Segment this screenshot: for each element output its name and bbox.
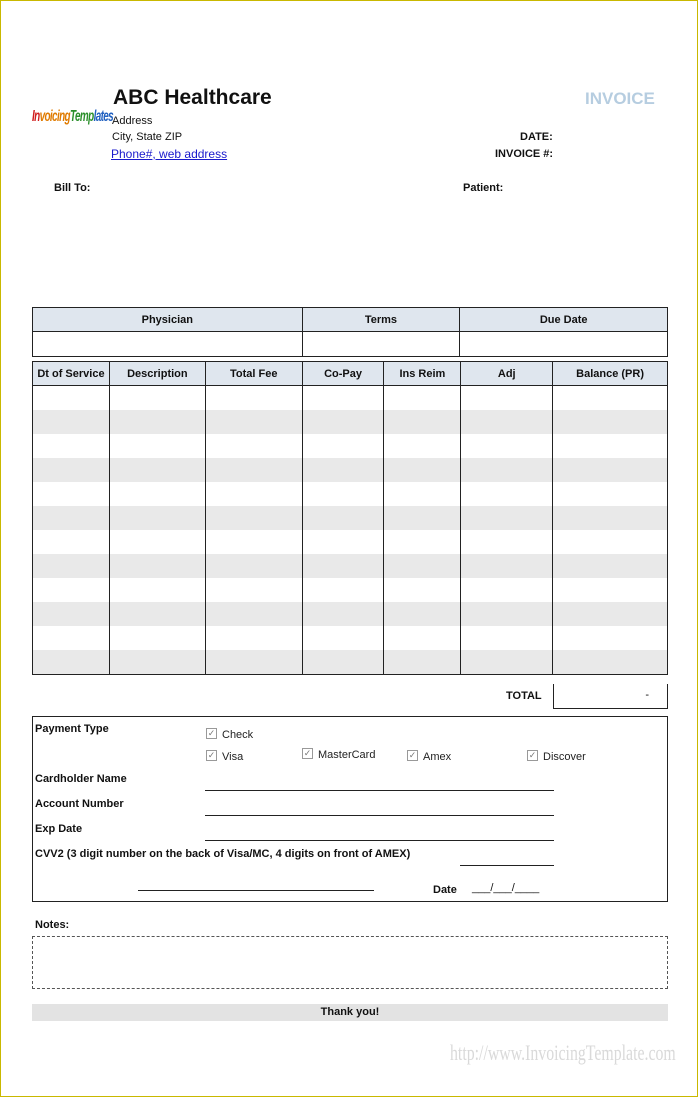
cell-adj[interactable] bbox=[461, 482, 553, 506]
table-row bbox=[33, 578, 668, 602]
cell-balance-pr[interactable] bbox=[553, 602, 668, 626]
amex-option[interactable]: ✓ Amex bbox=[408, 750, 452, 763]
cell-adj[interactable] bbox=[461, 554, 553, 578]
checkbox-check-icon[interactable]: ✓ bbox=[207, 728, 216, 739]
table-row bbox=[33, 434, 668, 458]
account-number-line[interactable] bbox=[205, 815, 554, 816]
cell-total-fee[interactable] bbox=[205, 482, 302, 506]
cell-balance-pr[interactable] bbox=[553, 410, 668, 434]
cell-dt-of-service[interactable] bbox=[33, 578, 110, 602]
cell-dt-of-service[interactable] bbox=[33, 554, 110, 578]
cell-dt-of-service[interactable] bbox=[33, 650, 110, 675]
cell-ins-reim[interactable] bbox=[384, 410, 461, 434]
table-row bbox=[33, 386, 668, 411]
cell-total-fee[interactable] bbox=[205, 626, 302, 650]
table-row bbox=[33, 530, 668, 554]
summary-table bbox=[32, 307, 668, 357]
cell-adj[interactable] bbox=[461, 602, 553, 626]
table-row bbox=[33, 554, 668, 578]
cell-total-fee[interactable] bbox=[205, 506, 302, 530]
thank-you-banner: Thank you! bbox=[32, 1004, 668, 1021]
total-box[interactable] bbox=[553, 684, 668, 709]
cell-description[interactable] bbox=[109, 554, 205, 578]
cell-dt-of-service[interactable] bbox=[33, 506, 110, 530]
due-date-cell[interactable] bbox=[460, 332, 668, 357]
table-row bbox=[33, 650, 668, 675]
cell-adj[interactable] bbox=[461, 578, 553, 602]
cell-description[interactable] bbox=[109, 386, 205, 411]
cell-ins-reim[interactable] bbox=[384, 530, 461, 554]
cell-description[interactable] bbox=[109, 458, 205, 482]
cell-total-fee[interactable] bbox=[205, 434, 302, 458]
cell-ins-reim[interactable] bbox=[384, 650, 461, 675]
cell-co-pay[interactable] bbox=[302, 554, 384, 578]
check-option[interactable]: ✓ Check bbox=[207, 728, 254, 741]
invoicing-templates-logo: InvoicingTemplates bbox=[32, 108, 114, 125]
cell-description[interactable] bbox=[109, 482, 205, 506]
company-city-state-zip: City, State ZIP bbox=[112, 131, 183, 143]
cell-co-pay[interactable] bbox=[302, 626, 384, 650]
cell-ins-reim[interactable] bbox=[384, 602, 461, 626]
col-balance-pr: Balance (PR) bbox=[553, 362, 668, 386]
cell-co-pay[interactable] bbox=[302, 578, 384, 602]
cell-total-fee[interactable] bbox=[205, 458, 302, 482]
date-label: DATE: bbox=[520, 131, 553, 143]
cell-ins-reim[interactable] bbox=[384, 506, 461, 530]
visa-option[interactable]: ✓ Visa bbox=[207, 750, 244, 763]
cell-balance-pr[interactable] bbox=[553, 458, 668, 482]
cell-dt-of-service[interactable] bbox=[33, 434, 110, 458]
cell-adj[interactable] bbox=[461, 506, 553, 530]
cell-description[interactable] bbox=[109, 626, 205, 650]
signature-line[interactable] bbox=[138, 890, 374, 891]
cell-adj[interactable] bbox=[461, 530, 553, 554]
cvv2-line[interactable] bbox=[460, 865, 554, 866]
table-row bbox=[33, 626, 668, 650]
watermark: http://www.InvoicingTemplate.com bbox=[450, 1040, 676, 1065]
cell-dt-of-service[interactable] bbox=[33, 386, 110, 411]
cell-balance-pr[interactable] bbox=[553, 506, 668, 530]
cell-dt-of-service[interactable] bbox=[33, 602, 110, 626]
cell-co-pay[interactable] bbox=[302, 386, 384, 411]
cell-dt-of-service[interactable] bbox=[33, 482, 110, 506]
cell-description[interactable] bbox=[109, 506, 205, 530]
total-label: TOTAL bbox=[506, 690, 542, 702]
payment-section bbox=[32, 716, 668, 902]
discover-option[interactable]: ✓ Discover bbox=[528, 750, 586, 763]
cell-total-fee[interactable] bbox=[205, 602, 302, 626]
cell-co-pay[interactable] bbox=[302, 410, 384, 434]
date-field-label: Date bbox=[433, 884, 457, 896]
cell-adj[interactable] bbox=[461, 386, 553, 411]
cell-description[interactable] bbox=[109, 578, 205, 602]
exp-date-line[interactable] bbox=[205, 840, 554, 841]
cell-balance-pr[interactable] bbox=[553, 482, 668, 506]
cell-total-fee[interactable] bbox=[205, 386, 302, 411]
company-name: ABC Healthcare bbox=[113, 86, 272, 109]
checkbox-check-icon[interactable]: ✓ bbox=[408, 750, 417, 761]
cell-ins-reim[interactable] bbox=[384, 626, 461, 650]
cell-adj[interactable] bbox=[461, 434, 553, 458]
physician-header: Physician bbox=[33, 308, 303, 332]
cell-co-pay[interactable] bbox=[302, 650, 384, 675]
col-adj: Adj bbox=[461, 362, 553, 386]
table-row bbox=[33, 458, 668, 482]
phone-web-link[interactable]: Phone#, web address bbox=[111, 147, 228, 161]
col-dt-of-service: Dt of Service bbox=[33, 362, 110, 386]
cell-balance-pr[interactable] bbox=[553, 554, 668, 578]
invoice-number-label: INVOICE #: bbox=[495, 148, 554, 160]
bill-to-label: Bill To: bbox=[54, 182, 91, 194]
cell-balance-pr[interactable] bbox=[553, 434, 668, 458]
cell-balance-pr[interactable] bbox=[553, 650, 668, 675]
terms-header: Terms bbox=[302, 308, 460, 332]
cell-description[interactable] bbox=[109, 650, 205, 675]
cell-adj[interactable] bbox=[461, 626, 553, 650]
table-row bbox=[33, 506, 668, 530]
cell-co-pay[interactable] bbox=[302, 602, 384, 626]
cell-description[interactable] bbox=[109, 434, 205, 458]
cell-ins-reim[interactable] bbox=[384, 434, 461, 458]
cell-total-fee[interactable] bbox=[205, 650, 302, 675]
cell-adj[interactable] bbox=[461, 410, 553, 434]
cell-adj[interactable] bbox=[461, 458, 553, 482]
terms-cell[interactable] bbox=[302, 332, 460, 357]
checkbox-check-icon[interactable]: ✓ bbox=[303, 748, 312, 759]
cell-dt-of-service[interactable] bbox=[33, 458, 110, 482]
patient-label: Patient: bbox=[463, 182, 504, 194]
cell-ins-reim[interactable] bbox=[384, 578, 461, 602]
cell-ins-reim[interactable] bbox=[384, 554, 461, 578]
cell-total-fee[interactable] bbox=[205, 554, 302, 578]
payment-type-label: Payment Type bbox=[35, 723, 109, 735]
table-row bbox=[33, 410, 668, 434]
cell-co-pay[interactable] bbox=[302, 458, 384, 482]
cvv2-label: CVV2 (3 digit number on the back of Visa/MC, 4 digits on front of AMEX) bbox=[35, 848, 411, 860]
col-co-pay: Co-Pay bbox=[302, 362, 384, 386]
table-row bbox=[33, 602, 668, 626]
exp-date-label: Exp Date bbox=[35, 823, 83, 835]
total-value: - bbox=[645, 689, 649, 701]
cell-ins-reim[interactable] bbox=[384, 386, 461, 411]
cell-description[interactable] bbox=[109, 602, 205, 626]
cell-ins-reim[interactable] bbox=[384, 482, 461, 506]
account-number-label: Account Number bbox=[35, 798, 124, 810]
checkbox-check-icon[interactable]: ✓ bbox=[207, 750, 216, 761]
cell-balance-pr[interactable] bbox=[553, 578, 668, 602]
cell-co-pay[interactable] bbox=[302, 530, 384, 554]
cell-description[interactable] bbox=[109, 410, 205, 434]
invoice-title: INVOICE bbox=[585, 89, 655, 108]
col-description: Description bbox=[109, 362, 205, 386]
col-total-fee: Total Fee bbox=[205, 362, 302, 386]
cell-co-pay[interactable] bbox=[302, 506, 384, 530]
items-table bbox=[32, 361, 668, 675]
cell-dt-of-service[interactable] bbox=[33, 530, 110, 554]
cell-co-pay[interactable] bbox=[302, 482, 384, 506]
cell-description[interactable] bbox=[109, 530, 205, 554]
cell-balance-pr[interactable] bbox=[553, 626, 668, 650]
due-date-header: Due Date bbox=[460, 308, 668, 332]
table-row bbox=[33, 482, 668, 506]
mastercard-option[interactable]: ✓ MasterCard bbox=[303, 748, 376, 761]
company-address: Address bbox=[112, 115, 153, 127]
cell-adj[interactable] bbox=[461, 650, 553, 675]
cell-dt-of-service[interactable] bbox=[33, 626, 110, 650]
cell-total-fee[interactable] bbox=[205, 410, 302, 434]
notes-box[interactable] bbox=[32, 936, 668, 989]
col-ins-reim: Ins Reim bbox=[384, 362, 461, 386]
cell-co-pay[interactable] bbox=[302, 434, 384, 458]
cell-total-fee[interactable] bbox=[205, 578, 302, 602]
cell-total-fee[interactable] bbox=[205, 530, 302, 554]
cell-ins-reim[interactable] bbox=[384, 458, 461, 482]
cell-dt-of-service[interactable] bbox=[33, 410, 110, 434]
physician-cell[interactable] bbox=[33, 332, 303, 357]
cell-balance-pr[interactable] bbox=[553, 386, 668, 411]
cardholder-name-label: Cardholder Name bbox=[35, 773, 127, 785]
notes-label: Notes: bbox=[35, 919, 70, 931]
date-field-blank[interactable]: ___/___/____ bbox=[472, 882, 540, 894]
cell-balance-pr[interactable] bbox=[553, 530, 668, 554]
checkbox-check-icon[interactable]: ✓ bbox=[528, 750, 537, 761]
cardholder-name-line[interactable] bbox=[205, 790, 554, 791]
